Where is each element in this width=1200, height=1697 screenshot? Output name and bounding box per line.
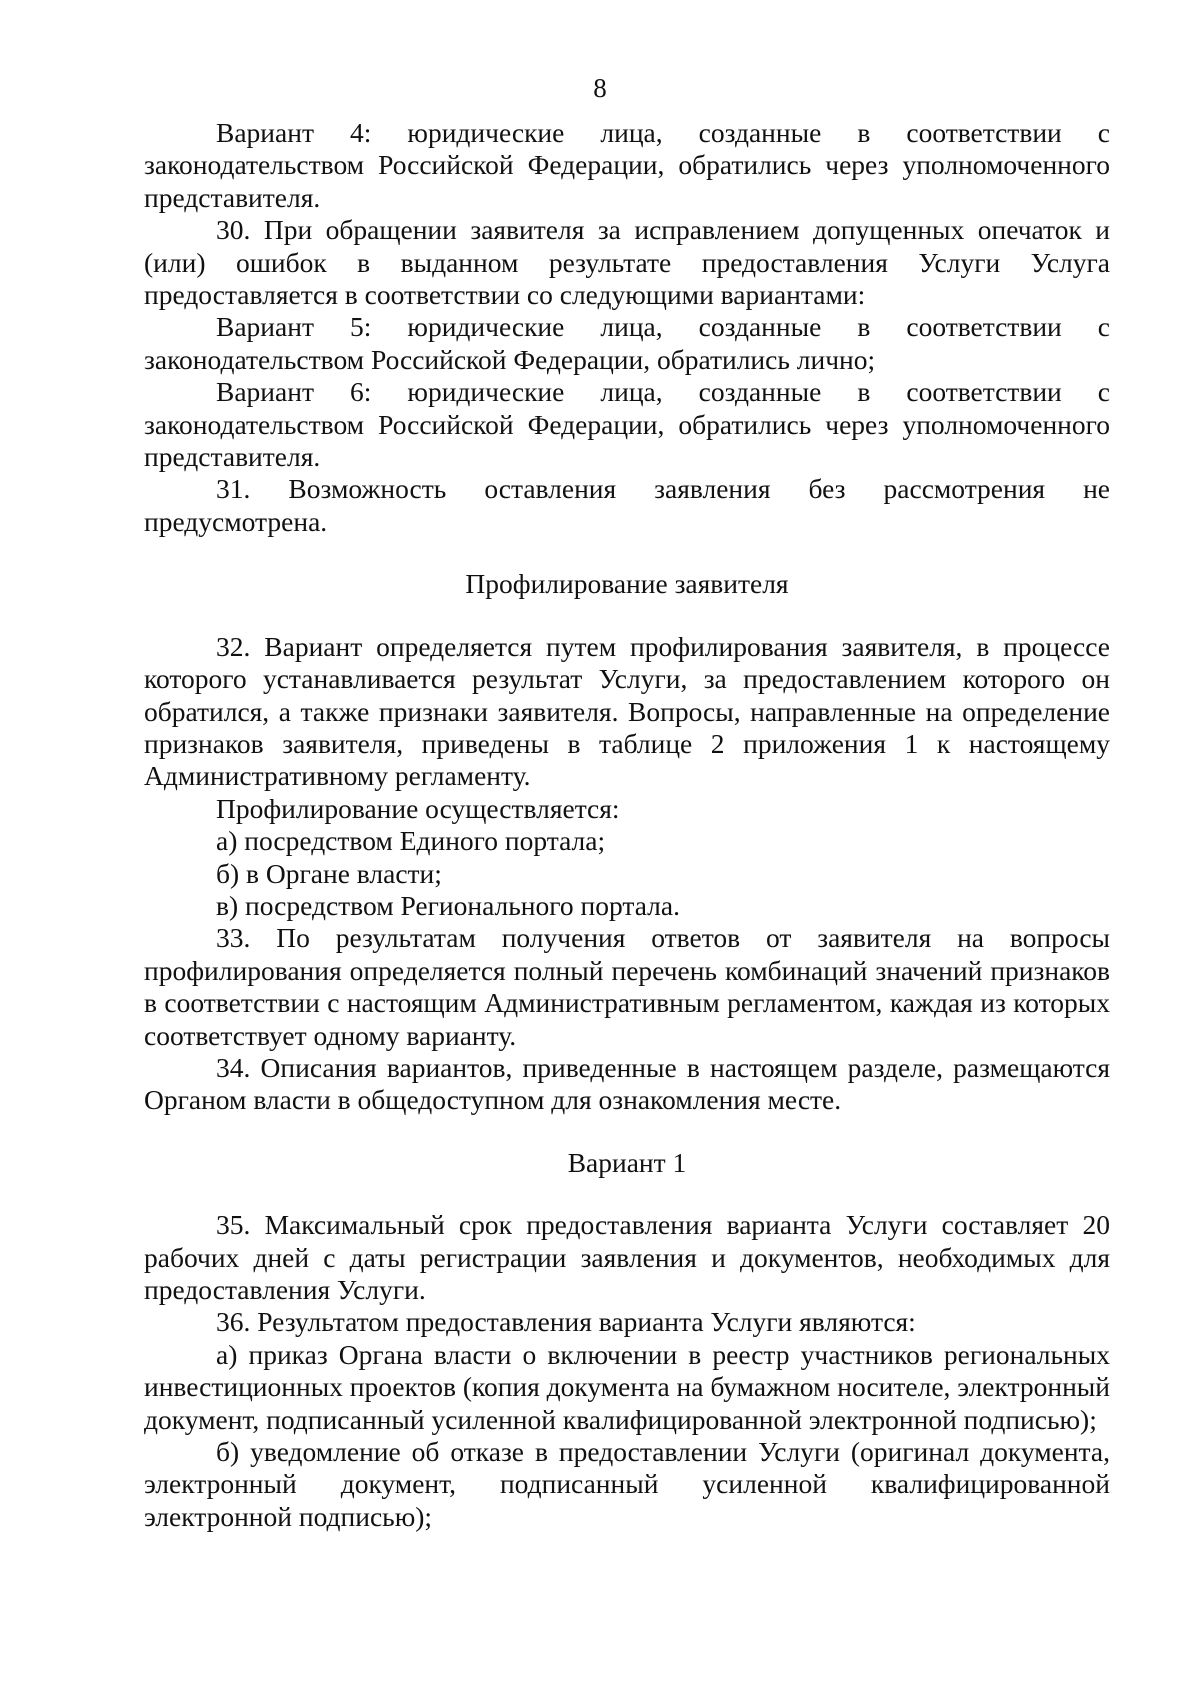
paragraph-30: 30. При обращении заявителя за исправлением допущенных опечаток и (или) ошибок в выданном результате предоставления Услуги Услуга предоставляется в соответствии со следующими вариантами: bbox=[144, 214, 1110, 311]
section-heading-profiling: Профилирование заявителя bbox=[465, 568, 789, 600]
paragraph-variant-5: Вариант 5: юридические лица, созданные в соответствии с законодательством Российской Федерации, обратились лично; bbox=[144, 311, 1110, 375]
paragraph-36: 36. Результатом предоставления варианта Услуги являются: bbox=[216, 1306, 916, 1338]
paragraph-33: 33. По результатам получения ответов от заявителя на вопросы профилирования определяется полный перечень комбинаций значений признаков в соответствии с настоящим Административным регламентом, каждая из которых соответствует одному варианту. bbox=[144, 922, 1110, 1051]
list-item-36-b: б) уведомление об отказе в предоставлении Услуги (оригинал документа, электронный документ, подписанный усиленной квалифицированной электронной подписью); bbox=[144, 1436, 1110, 1532]
document-body bbox=[144, 117, 1110, 1533]
list-item-profiling-b: б) в Органе власти; bbox=[216, 857, 442, 889]
paragraph-31: 31. Возможность оставления заявления без рассмотрения не предусмотрена. bbox=[144, 473, 1110, 537]
page-number: 8 bbox=[593, 73, 607, 103]
paragraph-variant-6: Вариант 6: юридические лица, созданные в соответствии с законодательством Российской Федерации, обратились через уполномоченного представителя. bbox=[144, 376, 1110, 473]
section-heading-variant-1: Вариант 1 bbox=[567, 1146, 687, 1178]
list-item-profiling-a: а) посредством Единого портала; bbox=[216, 825, 606, 857]
paragraph-variant-4: Вариант 4: юридические лица, созданные в соответствии с законодательством Российской Федерации, обратились через уполномоченного представителя. bbox=[144, 117, 1110, 213]
paragraph-profiling-intro: Профилирование осуществляется: bbox=[216, 792, 620, 824]
paragraph-32: 32. Вариант определяется путем профилирования заявителя, в процессе которого устанавливается результат Услуги, за предоставлением которого он обратился, а также признаки заявителя. Вопросы, направленные на определение признаков заявителя, приведены в таблице 2 приложения 1 к настоящему Административному регламенту. bbox=[144, 630, 1110, 792]
paragraph-35: 35. Максимальный срок предоставления варианта Услуги составляет 20 рабочих дней с даты регистрации заявления и документов, необходимых для предоставления Услуги. bbox=[144, 1209, 1110, 1305]
paragraph-34: 34. Описания вариантов, приведенные в настоящем разделе, размещаются Органом власти в общедоступном для ознакомления месте. bbox=[144, 1051, 1110, 1116]
list-item-36-a: а) приказ Органа власти о включении в реестр участников региональных инвестиционных проектов (копия документа на бумажном носителе, электронный документ, подписанный усиленной квалифицированной электронной подписью); bbox=[144, 1338, 1110, 1435]
list-item-profiling-c: в) посредством Регионального портала. bbox=[216, 889, 680, 921]
